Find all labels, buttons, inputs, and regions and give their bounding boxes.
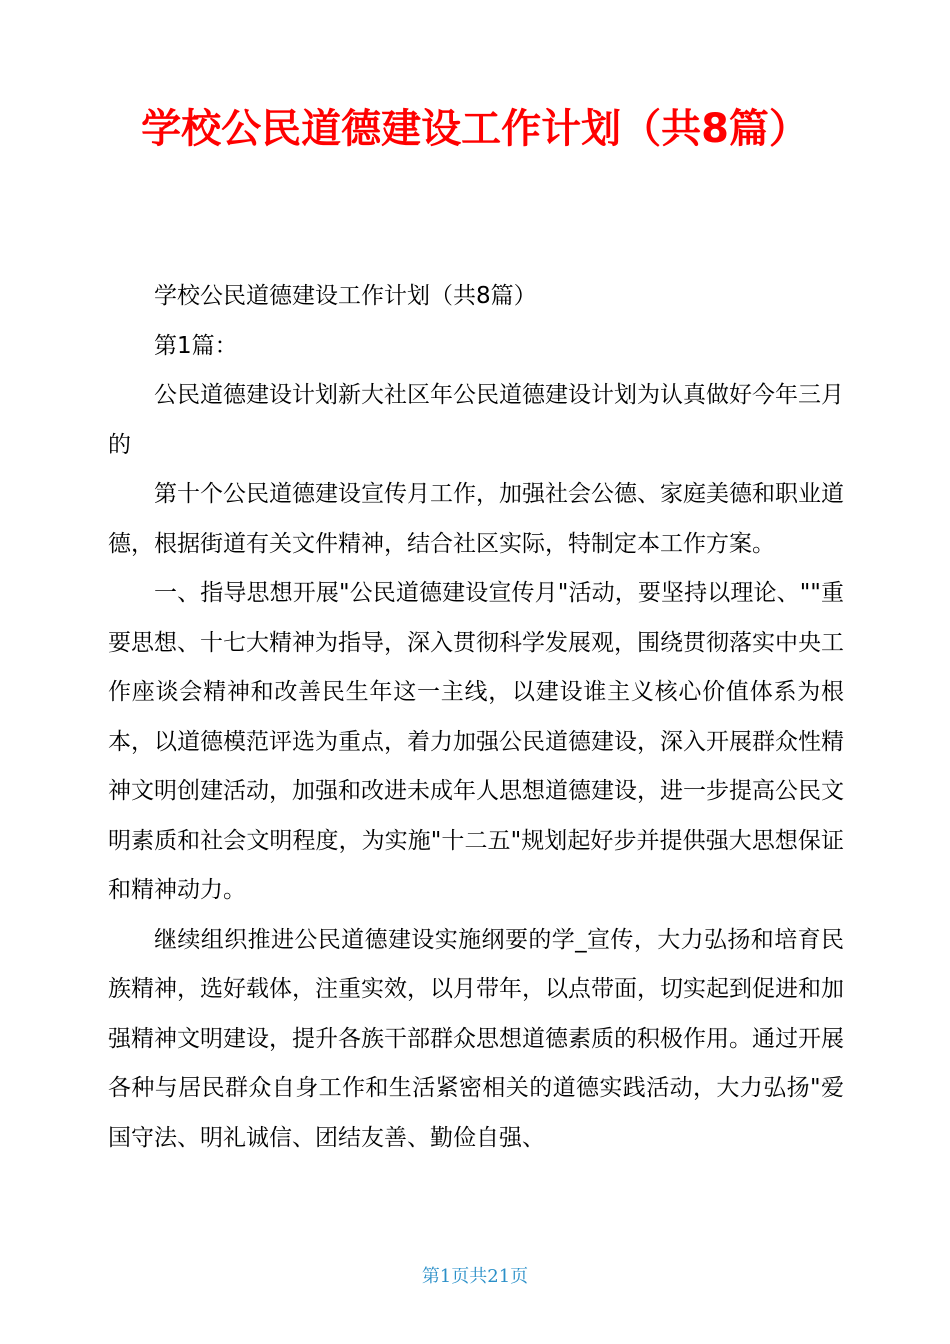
document-body	[108, 272, 844, 1163]
paragraph: 一、指导思想开展"公民道德建设宣传月"活动，要坚持以理论、""重要思想、十七大精神为指导，深入贯彻科学发展观，围绕贯彻落实中央工作座谈会精神和改善民生年这一主线，以建设谁主义核心价值体系为根本，以道德模范评选为重点，着力加强公民道德建设，深入开展群众性精神文明创建活动，加强和改进未成年人思想道德建设，进一步提高公民文明素质和社会文明程度，为实施"十二五"规划起好步并提供强大思想保证和精神动力。	[108, 580, 844, 903]
page-number-footer: 第1页共21页	[421, 1266, 529, 1287]
paragraph: 第十个公民道德建设宣传月工作，加强社会公德、家庭美德和职业道德，根据街道有关文件精神，结合社区实际，特制定本工作方案。	[108, 481, 844, 557]
document-title: 学校公民道德建设工作计划（共8篇）	[141, 106, 809, 152]
paragraph: 学校公民道德建设工作计划（共8篇）	[154, 283, 537, 309]
paragraph: 继续组织推进公民道德建设实施纲要的学_宣传，大力弘扬和培育民族精神，选好载体，注重实效，以月带年，以点带面，切实起到促进和加强精神文明建设，提升各族干部群众思想道德素质的积极作用。通过开展各种与居民群众自身工作和生活紧密相关的道德实践活动，大力弘扬"爱国守法、明礼诚信、团结友善、勤俭自强、	[108, 926, 844, 1151]
paragraph: 公民道德建设计划新大社区年公民道德建设计划为认真做好今年三月的	[108, 382, 844, 458]
paragraph: 第1篇：	[154, 332, 238, 359]
